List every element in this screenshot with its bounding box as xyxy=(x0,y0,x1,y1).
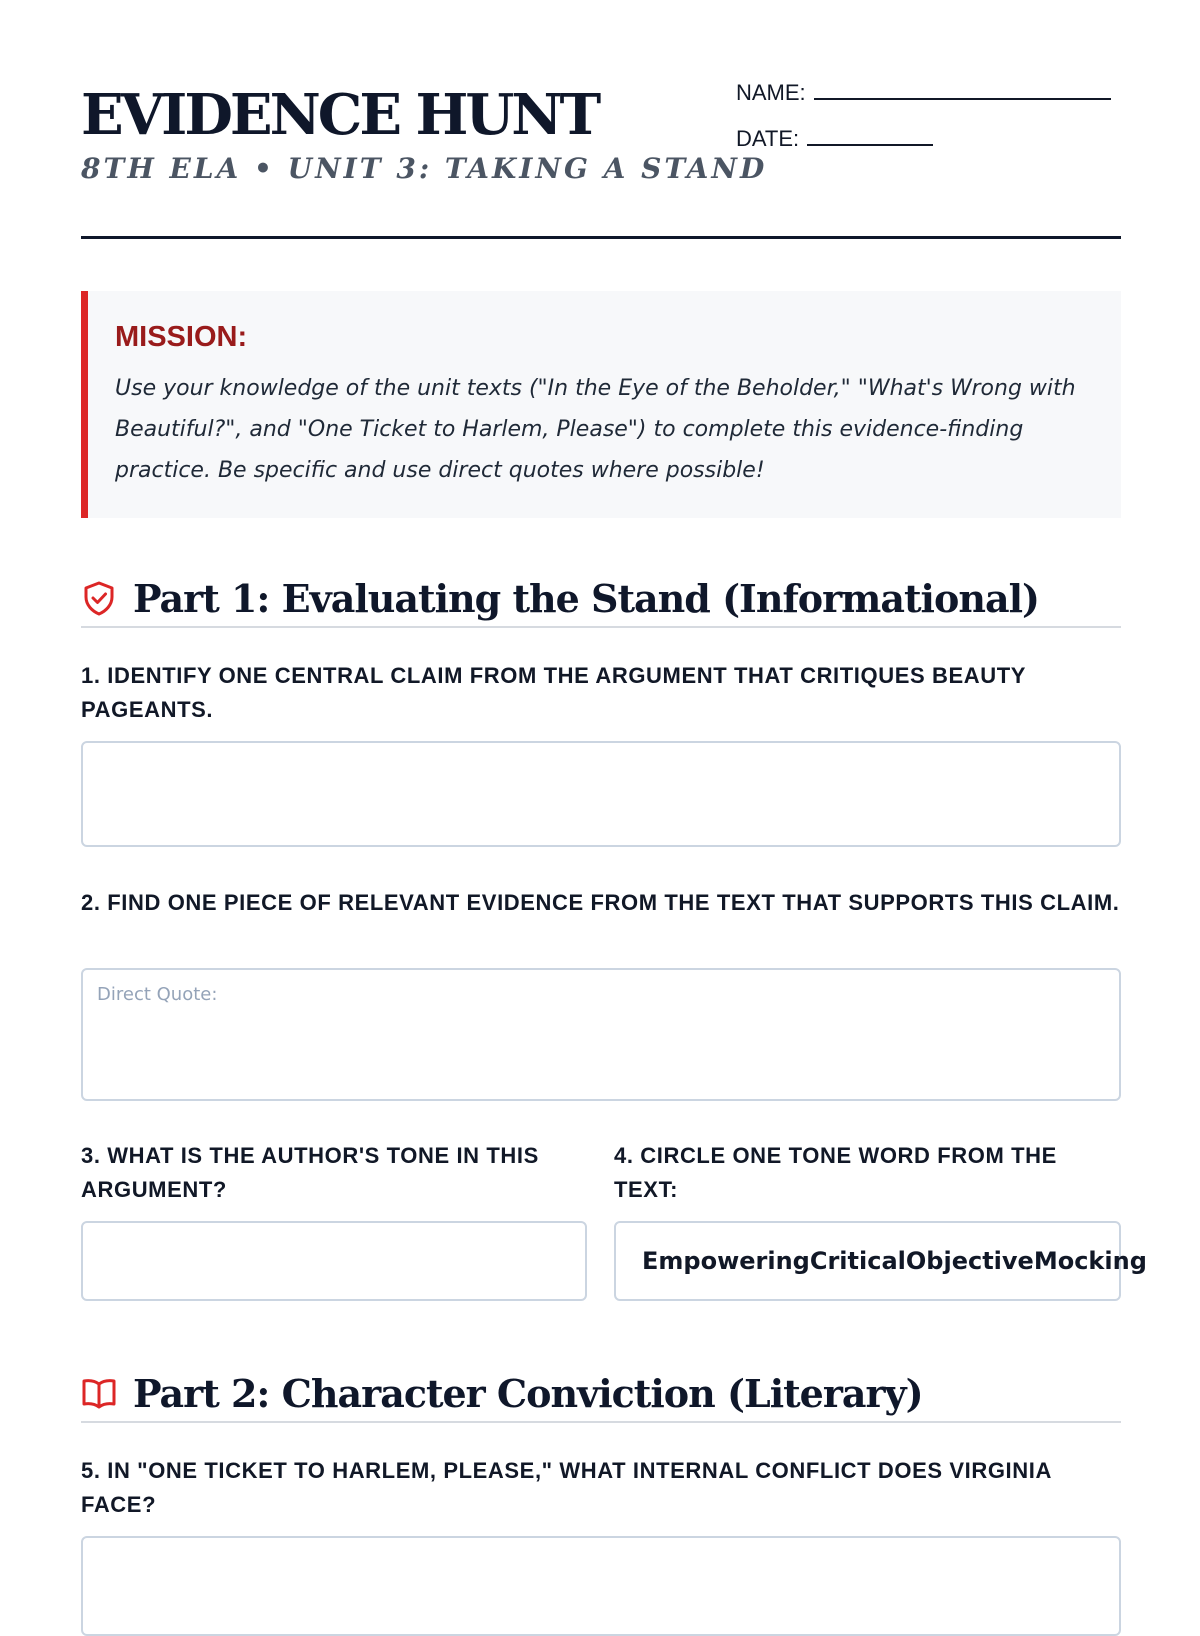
part1-heading-text: Part 1: Evaluating the Stand (Informational) xyxy=(133,575,1039,621)
name-blank-line[interactable] xyxy=(814,80,1111,100)
tone-word-option[interactable]: Mocking xyxy=(1033,1247,1147,1275)
question-2: 2. FIND ONE PIECE OF RELEVANT EVIDENCE FROM THE TEXT THAT SUPPORTS THIS CLAIM. xyxy=(81,890,1120,915)
mission-callout xyxy=(81,291,1121,518)
worksheet-subtitle: 8TH ELA • UNIT 3: TAKING A STAND xyxy=(81,152,768,185)
tone-word-option[interactable]: Objective xyxy=(905,1247,1034,1275)
question-1: 1. IDENTIFY ONE CENTRAL CLAIM FROM THE ARGUMENT THAT CRITIQUES BEAUTY PAGEANTS. xyxy=(81,663,1026,722)
date-label: DATE: xyxy=(736,126,800,151)
tone-word-option[interactable]: Empowering xyxy=(642,1247,810,1275)
tone-word-option[interactable]: Critical xyxy=(809,1247,906,1275)
answer-box-3[interactable] xyxy=(81,1221,587,1301)
open-book-icon xyxy=(81,1375,117,1411)
question-5: 5. IN "ONE TICKET TO HARLEM, PLEASE," WHAT INTERNAL CONFLICT DOES VIRGINIA FACE? xyxy=(81,1458,1052,1517)
question-3: 3. WHAT IS THE AUTHOR'S TONE IN THIS ARGUMENT? xyxy=(81,1143,539,1202)
date-blank-line[interactable] xyxy=(807,126,933,146)
mission-text: Use your knowledge of the unit texts ("In the Eye of the Beholder," "What's Wrong with Beautiful?", and "One Ticket to Harlem, Please") to complete this evidence-finding practice. Be specific and use direct quotes where possible! xyxy=(115,376,1076,483)
tone-word-options xyxy=(616,1223,1147,1299)
name-field xyxy=(736,80,1111,110)
direct-quote-placeholder: Direct Quote: xyxy=(97,984,218,1005)
mission-heading: MISSION: xyxy=(115,321,248,353)
answer-box-5[interactable] xyxy=(81,1536,1121,1636)
shield-check-icon xyxy=(81,580,117,616)
worksheet-page xyxy=(81,0,1147,1517)
part2-heading-text: Part 2: Character Conviction (Literary) xyxy=(133,1370,923,1416)
date-field xyxy=(736,126,1111,156)
part2-heading xyxy=(81,1365,1121,1423)
question-4: 4. CIRCLE ONE TONE WORD FROM THE TEXT: xyxy=(614,1143,1057,1202)
worksheet-header xyxy=(81,0,1121,239)
answer-box-2[interactable] xyxy=(81,968,1121,1101)
tone-word-box xyxy=(614,1221,1147,1301)
student-info-fields xyxy=(736,80,1111,172)
answer-box-1[interactable] xyxy=(81,741,1121,847)
part1-heading xyxy=(81,570,1121,628)
worksheet-title: EVIDENCE HUNT xyxy=(81,82,599,148)
name-label: NAME: xyxy=(736,80,806,105)
